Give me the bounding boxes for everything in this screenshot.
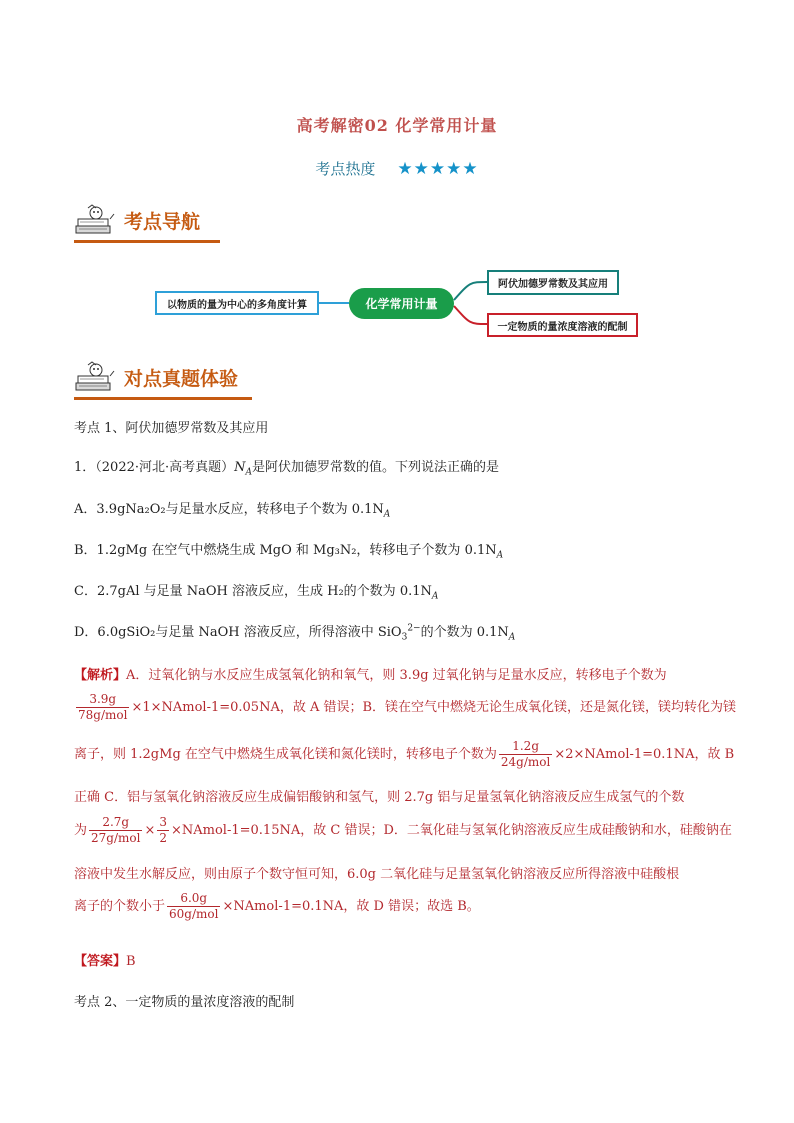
mindmap-node-center: 化学常用计量 — [349, 288, 454, 319]
option-d-end: 的个数为 0.1N — [420, 625, 509, 640]
fraction — [76, 692, 129, 723]
fraction — [89, 815, 142, 846]
analysis-label: 【解析】 — [74, 668, 127, 683]
fraction-numerator: 3 — [159, 815, 167, 829]
point-1-heading: 考点 1、阿伏加德罗常数及其应用 — [74, 421, 269, 436]
analysis-text: ×2×NAmol-1=0.1NA，故 B — [554, 747, 735, 762]
silicate-subscript: 3 — [401, 632, 408, 643]
fraction-numerator: 6.0g — [167, 891, 220, 907]
question-source: 1．（2022·河北·高考真题） — [74, 460, 235, 475]
option-c: C．2.7gAl 与足量 NaOH 溶液反应，生成 H₂的个数为 $0.1N_A$ — [74, 584, 439, 602]
analysis-text: ×NAmol-1=0.1NA，故 D 错误；故选 B。 — [222, 899, 480, 914]
section-title: 考点导航 — [124, 211, 201, 233]
fraction — [167, 891, 220, 922]
books-mascot-icon — [74, 204, 118, 238]
answer-line — [74, 950, 136, 969]
analysis-text: 离子，则 1.2gMg 在空气中燃烧生成氧化镁和氮化镁时，转移电子个数为 — [74, 747, 497, 762]
heat-rating — [0, 158, 794, 179]
section-header-nav — [74, 204, 224, 240]
star-rating-icon: ★★★★★ — [397, 159, 479, 179]
option-d: D．6.0gSiO₂与足量 NaOH 溶液反应，所得溶液中 SiO$_3^{2-}$的个数为 $0.1N_A$ — [74, 623, 516, 643]
fraction-denominator: 78g/mol — [78, 708, 128, 722]
option-a-text: A．3.9gNa₂O₂与足量水反应，转移电子个数为 0.1N — [74, 502, 384, 517]
point-2-heading: 考点 2、一定物质的量浓度溶液的配制 — [74, 995, 295, 1010]
books-mascot-icon — [74, 361, 118, 395]
fraction-denominator: 24g/mol — [500, 755, 551, 769]
analysis-line-2 — [74, 692, 736, 723]
na-symbol: N — [234, 460, 246, 475]
fraction-denominator: 60g/mol — [169, 907, 219, 921]
fraction — [157, 815, 169, 846]
analysis-text: 离子的个数小于 — [74, 899, 166, 914]
question-1-stem: 1．（2022·河北·高考真题）$N_A$是阿伏加德罗常数的值。下列说法正确的是 — [74, 460, 500, 478]
heat-label: 考点热度 — [315, 160, 376, 178]
analysis-line-4: 正确 C．铝与氢氧化钠溶液反应生成偏铝酸钠和氢气，则 2.7g 铝与足量氢氧化钠溶液反应生成氢气的个数 — [74, 790, 685, 805]
fraction-numerator: 2.7g — [89, 815, 142, 831]
analysis-line-3 — [74, 739, 734, 770]
analysis-line-7 — [74, 891, 480, 922]
question-text: 是阿伏加德罗常数的值。下列说法正确的是 — [252, 460, 500, 475]
section-header-practice — [74, 361, 239, 397]
answer-label: 【答案】 — [74, 954, 127, 969]
mindmap-node-calculation: 以物质的量为中心的多角度计算 — [155, 291, 319, 315]
fraction — [499, 739, 552, 770]
option-c-text: C．2.7gAl 与足量 NaOH 溶液反应，生成 H₂的个数为 0.1N — [74, 584, 432, 599]
analysis-line-6: 溶液中发生水解反应，则由原子个数守恒可知，6.0g 二氧化硅与足量氢氧化钠溶液反应所得溶液中硅酸根 — [74, 867, 680, 882]
answer-value: B — [126, 954, 136, 969]
option-a: A．3.9gNa₂O₂与足量水反应，转移电子个数为 $0.1N_A$ — [74, 502, 391, 520]
analysis-text: ×NAmol-1=0.15NA，故 C 错误；D．二氧化硅与氢氧化钠溶液反应生成硅酸钠和水，硅酸钠在 — [171, 823, 732, 838]
section-underline — [74, 240, 220, 243]
fraction-numerator: 1.2g — [499, 739, 552, 755]
option-b: B．1.2gMg 在空气中燃烧生成 MgO 和 Mg₃N₂，转移电子个数为 $0.1N_A$ — [74, 543, 504, 561]
mindmap-node-solution: 一定物质的量浓度溶液的配制 — [487, 313, 638, 337]
section-underline — [74, 397, 252, 400]
analysis-text: ×1×NAmol-1=0.05NA，故 A 错误；B．镁在空气中燃烧无论生成氧化镁，还是氮化镁，镁均转化为镁 — [131, 700, 737, 715]
fraction-denominator: 27g/mol — [91, 831, 141, 845]
section-title: 对点真题体验 — [124, 368, 239, 390]
mindmap-node-avogadro: 阿伏加德罗常数及其应用 — [487, 270, 619, 295]
option-d-text: D．6.0gSiO₂与足量 NaOH 溶液反应，所得溶液中 SiO — [74, 625, 402, 640]
analysis-line-5: 为 $\frac{2.7g}{\text{27g/mol}}$ × $\frac{3}{2}$ ×NAmol-1=0.15NA，故 C 错误；D．二氧化硅与氢氧化钠溶液反应生成硅酸钠和水，硅酸钠在 — [74, 815, 732, 845]
fraction-numerator: 3.9g — [76, 692, 129, 708]
analysis-line-1 — [74, 664, 667, 683]
fraction-denominator: 2 — [159, 831, 167, 845]
analysis-text: A．过氧化钠与水反应生成氢氧化钠和氧气，则 3.9g 过氧化钠与足量水反应，转移电子个数为 — [126, 668, 667, 683]
page-title: 高考解密02 化学常用计量 — [296, 116, 498, 135]
option-b-text: B．1.2gMg 在空气中燃烧生成 MgO 和 Mg₃N₂，转移电子个数为 0.1N — [74, 543, 497, 558]
analysis-text: 为 — [74, 823, 88, 838]
